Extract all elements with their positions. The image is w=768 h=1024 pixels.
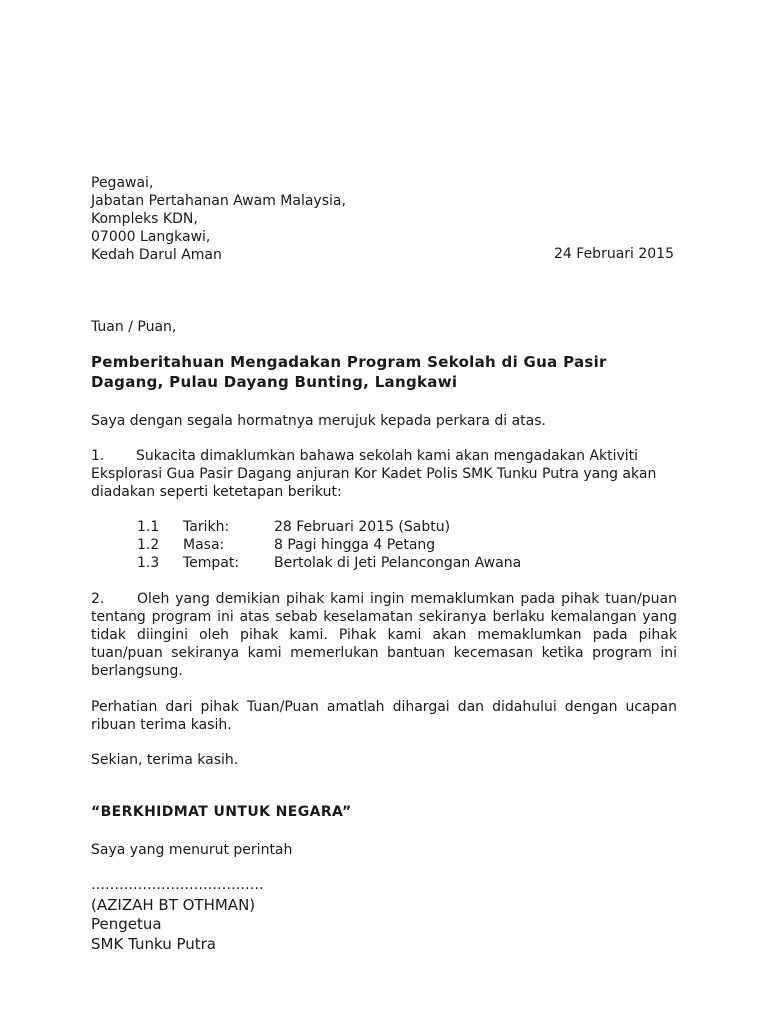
item-number: 1.2 (137, 537, 160, 553)
subject-heading (91, 352, 607, 392)
signatory-name: (AZIZAH BT OTHMAN) (91, 896, 256, 914)
paragraph-text: Sukacita dimaklumkan bahawa sekolah kami akan mengadakan Aktiviti (136, 448, 639, 464)
address-line: Jabatan Pertahanan Awam Malaysia, (91, 193, 346, 209)
paragraph-number: 1. (91, 448, 105, 464)
list-item (137, 554, 521, 572)
item-label: Tempat: (183, 555, 240, 571)
paragraph-line: berlangsung. (91, 663, 183, 679)
address-line: Pegawai, (91, 175, 154, 191)
signature-line: ………………………………. (91, 877, 264, 893)
paragraph-line: tuan/puan sekiranya kami memerlukan bantuan kecemasan ketika program ini (91, 645, 677, 661)
paragraph-first-line (91, 590, 677, 608)
item-value: Bertolak di Jeti Pelancongan Awana (274, 555, 522, 571)
letter-date: 24 Februari 2015 (554, 246, 674, 262)
item-value: 8 Pagi hingga 4 Petang (274, 537, 436, 553)
paragraph-line: tidak diingini oleh pihak kami. Pihak kami akan memaklumkan pada pihak (91, 627, 677, 643)
paragraph-line: Perhatian dari pihak Tuan/Puan amatlah dihargai dan didahului dengan ucapan (91, 699, 677, 715)
paragraph-line: diadakan seperti ketetapan berikut: (91, 484, 342, 500)
item-number: 1.1 (137, 519, 160, 535)
paragraph-line: Eksplorasi Gua Pasir Dagang anjuran Kor Kadet Polis SMK Tunku Putra yang akan (91, 466, 657, 482)
paragraph-number: 2. (91, 591, 105, 607)
address-line: Kompleks KDN, (91, 211, 198, 227)
paragraph-text: Oleh yang demikian pihak kami ingin memaklumkan pada pihak tuan/puan (137, 591, 677, 607)
address-line: Kedah Darul Aman (91, 247, 222, 263)
paragraph-line: tentang program ini atas sebab keselamatan sekiranya berlaku kemalangan yang (91, 609, 677, 625)
list-item (137, 518, 450, 536)
item-value: 28 Februari 2015 (Sabtu) (274, 519, 451, 535)
item-label: Masa: (183, 537, 225, 553)
item-number: 1.3 (137, 555, 160, 571)
signatory-school: SMK Tunku Putra (91, 935, 216, 953)
signatory-title: Pengetua (91, 915, 162, 933)
reference-sentence: Saya dengan segala hormatnya merujuk kepada perkara di atas. (91, 413, 546, 429)
address-line: 07000 Langkawi, (91, 229, 211, 245)
paragraph-first-line (91, 447, 638, 465)
salutation: Tuan / Puan, (91, 319, 177, 335)
list-item (137, 536, 435, 554)
subject-line: Pemberitahuan Mengadakan Program Sekolah di Gua Pasir (91, 353, 607, 371)
motto: “BERKHIDMAT UNTUK NEGARA” (91, 804, 352, 820)
paragraph-line: ribuan terima kasih. (91, 717, 232, 733)
closing-remark: Sekian, terima kasih. (91, 752, 239, 768)
item-label: Tarikh: (183, 519, 230, 535)
signoff: Saya yang menurut perintah (91, 842, 293, 858)
subject-line: Dagang, Pulau Dayang Bunting, Langkawi (91, 373, 458, 391)
